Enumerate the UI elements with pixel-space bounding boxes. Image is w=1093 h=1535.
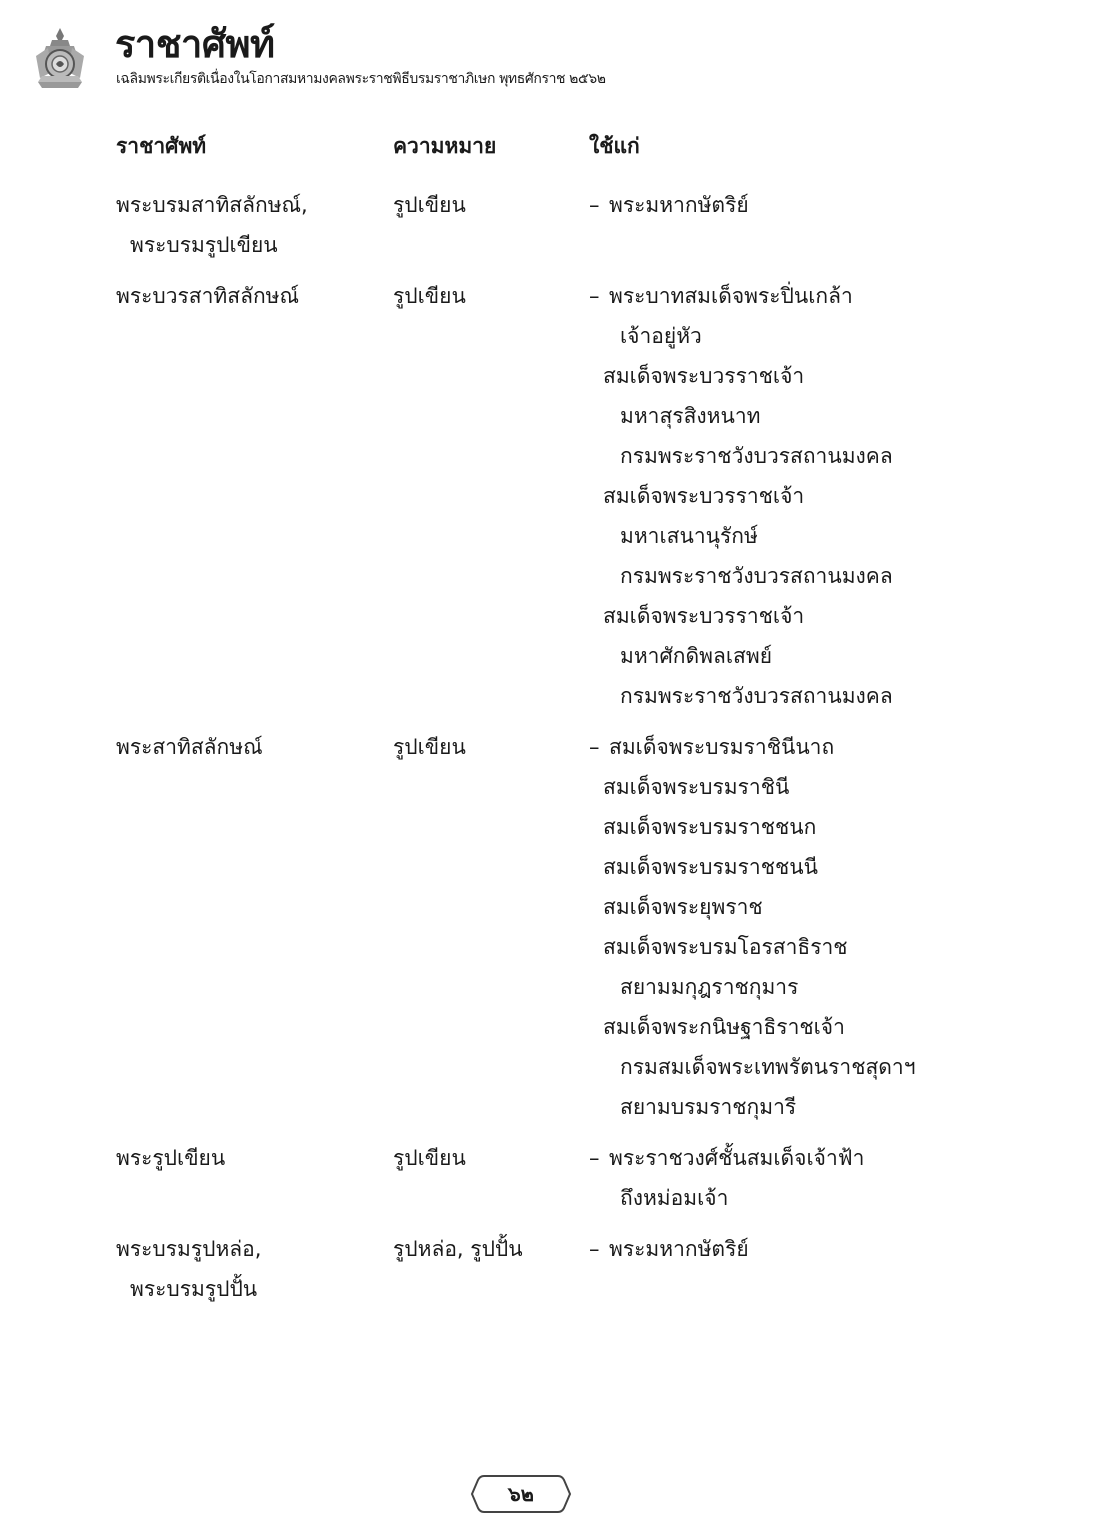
usage-text: พระมหากษัตริย์ [609,1237,749,1261]
usage-text: สมเด็จพระบรมราชินีนาถ [609,735,835,759]
usage-dash: – [589,1237,600,1261]
usage-line: สมเด็จพระบรมราชินี [603,775,790,799]
meaning-text: รูปเขียน [393,735,466,759]
table-row [116,276,946,716]
usage-line: สมเด็จพระบวรราชเจ้า [603,364,805,388]
book-subtitle: เฉลิมพระเกียรติเนื่องในโอกาสมหามงคลพระราชพิธีบรมราชาภิเษก พุทธศักราช ๒๕๖๒ [116,71,606,87]
meaning-cell [393,276,466,316]
usage-line [589,1138,864,1178]
meaning-cell [393,185,466,225]
usage-line: สยามบรมราชกุมารี [620,1095,797,1119]
usage-line: สมเด็จพระบรมราชชนก [603,815,817,839]
usage-line: มหาสุรสิงหนาท [620,404,761,428]
term-line: พระบรมสาทิสลักษณ์, [116,193,308,217]
table-header-row [116,126,946,174]
usage-line: สมเด็จพระบรมราชชนนี [603,855,818,879]
header-usage: ใช้แก่ [589,134,640,158]
usage-text: พระราชวงศ์ชั้นสมเด็จเจ้าฟ้า [609,1146,865,1170]
table-row [116,727,946,1127]
book-title: ราชาศัพท์ [115,22,275,66]
usage-line: เจ้าอยู่หัว [620,324,702,348]
usage-dash: – [589,193,600,217]
usage-line: สมเด็จพระกนิษฐาธิราชเจ้า [603,1015,845,1039]
usage-line: ถึงหม่อมเจ้า [620,1186,729,1210]
usage-text: พระมหากษัตริย์ [609,193,749,217]
usage-line [589,1229,749,1269]
usage-line: มหาศักดิพลเสพย์ [620,644,773,668]
usage-line: กรมสมเด็จพระเทพรัตนราชสุดาฯ [620,1055,916,1079]
meaning-text: รูปเขียน [393,193,466,217]
term-line: พระบรมรูปเขียน [130,233,278,257]
meaning-text: รูปเขียน [393,1146,466,1170]
usage-line: กรมพระราชวังบวรสถานมงคล [620,564,893,588]
meaning-cell [393,1229,523,1269]
meaning-cell [393,1138,466,1178]
meaning-cell [393,727,466,767]
usage-line [589,185,749,225]
meaning-text: รูปเขียน [393,284,466,308]
term-line: พระบรมรูปหล่อ, [116,1237,262,1261]
term-cell [116,1229,261,1309]
usage-cell [589,727,916,1127]
royal-emblem-icon [30,26,90,92]
page-number: ๖๒ [508,1482,534,1506]
usage-dash: – [589,284,600,308]
term-cell [116,185,308,265]
term-cell [116,727,263,767]
usage-cell [589,1229,749,1269]
usage-line [589,727,916,767]
page-number-badge [470,1472,572,1516]
usage-line: สยามมกุฎราชกุมาร [620,975,799,999]
usage-line [589,276,893,316]
term-line: พระรูปเขียน [116,1146,226,1170]
term-line: พระบรมรูปปั้น [130,1277,258,1301]
term-line: พระบวรสาทิสลักษณ์ [116,284,299,308]
usage-line: สมเด็จพระบวรราชเจ้า [603,484,805,508]
term-cell [116,276,299,316]
header-term: ราชาศัพท์ [116,134,207,158]
usage-line: มหาเสนานุรักษ์ [620,524,758,548]
table-row [116,185,946,265]
usage-line: กรมพระราชวังบวรสถานมงคล [620,444,893,468]
meaning-text: รูปหล่อ, รูปปั้น [393,1237,523,1261]
usage-cell [589,185,749,225]
usage-text: พระบาทสมเด็จพระปิ่นเกล้า [609,284,853,308]
usage-line: สมเด็จพระบวรราชเจ้า [603,604,805,628]
usage-line: กรมพระราชวังบวรสถานมงคล [620,684,893,708]
usage-dash: – [589,1146,600,1170]
usage-cell [589,276,893,716]
usage-line: สมเด็จพระยุพราช [603,895,763,919]
term-cell [116,1138,225,1178]
usage-cell [589,1138,864,1218]
table-row [116,1229,946,1309]
usage-dash: – [589,735,600,759]
royal-vocabulary-table [116,126,946,1309]
table-row [116,1138,946,1218]
term-line: พระสาทิสลักษณ์ [116,735,263,759]
header-meaning: ความหมาย [393,134,497,158]
usage-line: สมเด็จพระบรมโอรสาธิราช [603,935,848,959]
